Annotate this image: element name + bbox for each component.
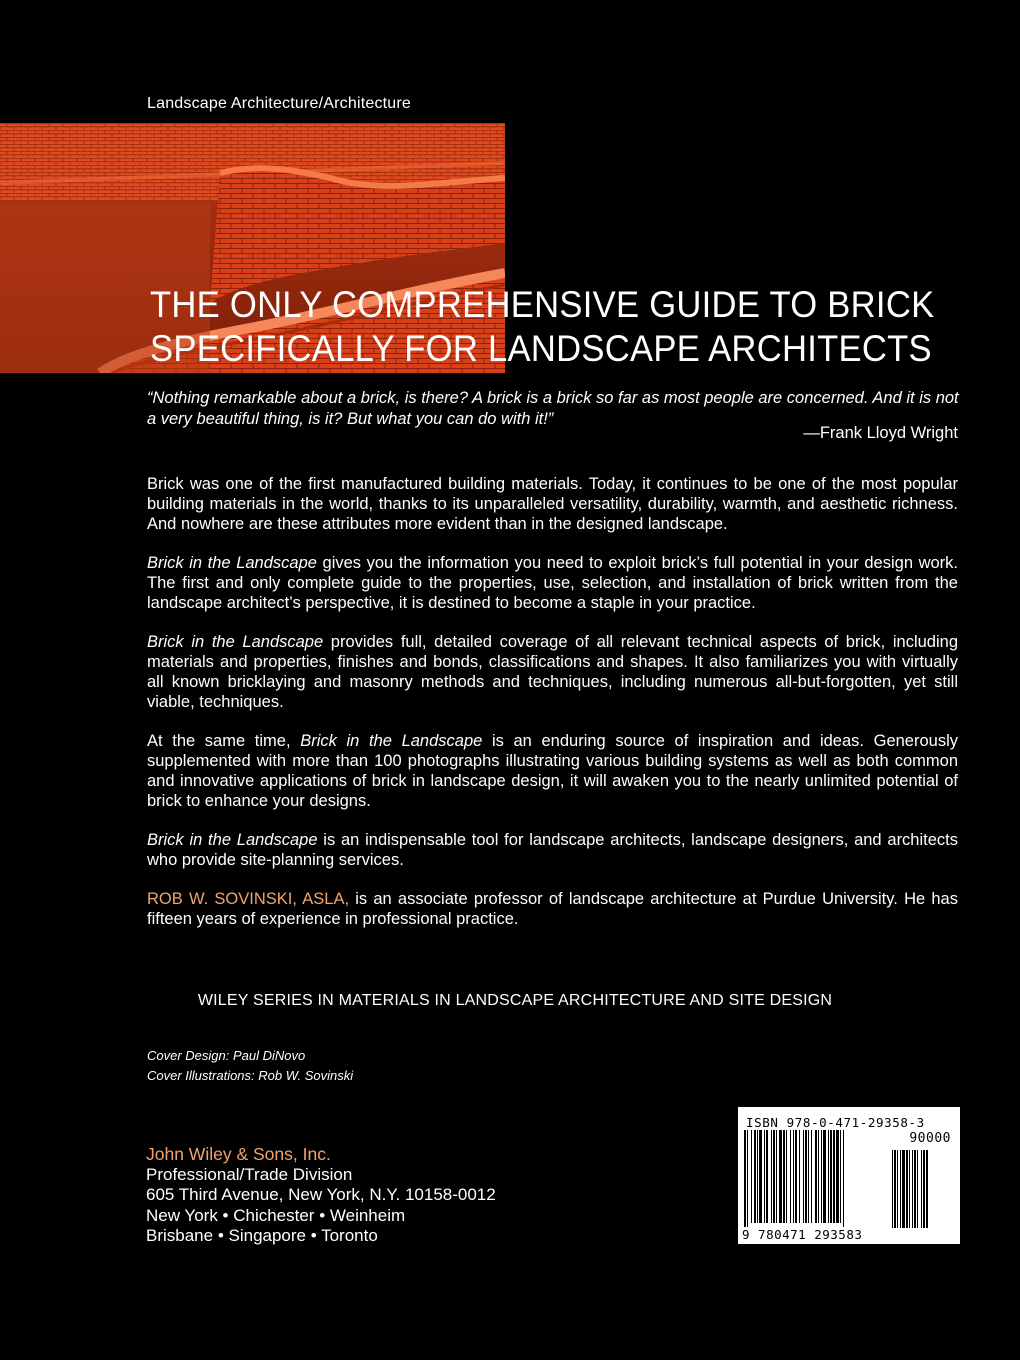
addon-bar bbox=[894, 1150, 896, 1228]
quote-attribution: —Frank Lloyd Wright bbox=[803, 424, 958, 442]
barcode-bar bbox=[754, 1130, 756, 1223]
addon-bar bbox=[892, 1150, 893, 1228]
barcode-bar bbox=[751, 1130, 752, 1223]
book-title-emphasis: Brick in the Landscape bbox=[147, 633, 324, 651]
barcode-bar bbox=[821, 1130, 822, 1223]
paragraph-text: is an indispensable tool for landscape architects, landscape designers, and architects who provide site-planning services. bbox=[147, 831, 958, 869]
addon-bar bbox=[914, 1150, 916, 1228]
paragraph-text: is an enduring source of inspiration and ideas. Generously supplemented with more than 100 photographs illustrating various building systems as well as both common and innovative applications of brick in landscape design, it will awaken you to the nearly unlimited potential of brick to enhance your designs. bbox=[147, 732, 958, 810]
addon-bar bbox=[900, 1150, 901, 1228]
barcode-bar bbox=[830, 1130, 832, 1223]
publisher-address: 605 Third Avenue, New York, N.Y. 10158-0012 bbox=[146, 1185, 496, 1204]
author-bio bbox=[147, 889, 958, 929]
epigraph-quote: “Nothing remarkable about a brick, is there? A brick is a brick so far as most people are concerned. And it is not a very beautiful thing, is it? But what you can do with it!” bbox=[147, 389, 959, 428]
paragraph-coverage bbox=[147, 632, 958, 712]
barcode-bar bbox=[793, 1130, 794, 1223]
cover-illustration-credit: Cover Illustrations: Rob W. Sovinski bbox=[147, 1068, 354, 1083]
barcode-bar bbox=[805, 1130, 807, 1223]
barcode-bar bbox=[766, 1130, 768, 1223]
barcode-bar bbox=[771, 1130, 772, 1223]
addon-bar bbox=[897, 1150, 898, 1228]
barcode-bar bbox=[779, 1130, 782, 1223]
barcode-bar bbox=[823, 1130, 826, 1223]
addon-bar bbox=[923, 1150, 925, 1228]
addon-bar bbox=[902, 1150, 905, 1228]
author-name: ROB W. SOVINSKI, ASLA, bbox=[147, 890, 350, 908]
barcode-bar bbox=[776, 1130, 777, 1223]
barcode-bar bbox=[818, 1130, 819, 1223]
ean-digits: 9 780471 293583 bbox=[742, 1227, 863, 1242]
category-label: Landscape Architecture/Architecture bbox=[147, 95, 412, 112]
addon-bar bbox=[926, 1150, 928, 1228]
barcode-bar bbox=[808, 1130, 809, 1223]
price-code: 90000 bbox=[909, 1131, 951, 1146]
paragraph-inspiration bbox=[147, 731, 958, 811]
barcode-bar bbox=[744, 1130, 746, 1228]
book-title-emphasis: Brick in the Landscape bbox=[147, 831, 318, 849]
addon-bar bbox=[921, 1150, 922, 1228]
book-title-emphasis: Brick in the Landscape bbox=[300, 732, 483, 750]
book-title-emphasis: Brick in the Landscape bbox=[147, 554, 317, 572]
barcode-bar bbox=[803, 1130, 804, 1223]
barcode-bar bbox=[795, 1130, 797, 1223]
headline-line-1: THE ONLY COMPREHENSIVE GUIDE TO BRICK bbox=[150, 284, 935, 325]
barcode-bar bbox=[773, 1130, 775, 1223]
series-title: WILEY SERIES IN MATERIALS IN LANDSCAPE ARCHITECTURE AND SITE DESIGN bbox=[197, 992, 833, 1009]
publisher-cities-1: New York • Chichester • Weinheim bbox=[146, 1205, 406, 1225]
barcode-bar bbox=[833, 1130, 835, 1223]
publisher-cities-2: Brisbane • Singapore • Toronto bbox=[146, 1226, 378, 1245]
publisher-block bbox=[146, 1144, 496, 1247]
barcode-bar bbox=[836, 1130, 839, 1223]
barcode-bar bbox=[811, 1130, 812, 1223]
barcode-bar bbox=[790, 1130, 791, 1223]
publisher-division: Professional/Trade Division bbox=[146, 1164, 353, 1184]
addon-bar bbox=[912, 1150, 913, 1228]
description-body bbox=[147, 474, 958, 948]
cover-design-credit: Cover Design: Paul DiNovo bbox=[147, 1048, 306, 1063]
barcode-bar bbox=[843, 1130, 844, 1228]
headline-line-2: SPECIFICALLY FOR LANDSCAPE ARCHITECTS bbox=[150, 328, 932, 369]
addon-bar bbox=[917, 1150, 918, 1228]
paragraph-text: At the same time, bbox=[147, 732, 301, 750]
barcode-bar bbox=[764, 1130, 765, 1223]
addon-bar bbox=[906, 1150, 908, 1228]
barcode-bar bbox=[815, 1130, 817, 1223]
paragraph-guide bbox=[147, 553, 958, 613]
barcode-bar bbox=[783, 1130, 785, 1223]
addon-bar bbox=[909, 1150, 910, 1228]
publisher-name: John Wiley & Sons, Inc. bbox=[146, 1144, 331, 1164]
isbn-barcode bbox=[738, 1107, 960, 1244]
isbn-number: ISBN 978-0-471-29358-3 bbox=[746, 1115, 925, 1130]
paragraph-audience bbox=[147, 830, 958, 870]
barcode-bar bbox=[759, 1130, 762, 1223]
paragraph-text: provides full, detailed coverage of all relevant technical aspects of brick, including materials and properties, finishes and bonds, classifications and shapes. It also familiarizes you with virtually all known bricklaying and masonry methods and techniques, including numerous all-but-forgotten, yet still viable, techniques. bbox=[147, 633, 959, 711]
barcode-bar bbox=[828, 1130, 829, 1223]
headline bbox=[150, 283, 935, 371]
barcode-bar bbox=[757, 1130, 758, 1223]
barcode-bar bbox=[786, 1130, 787, 1223]
author-bio-text: is an associate professor of landscape architecture at Purdue University. He has fifteen years of experience in professional practice. bbox=[147, 890, 958, 928]
paragraph-text: gives you the information you need to exploit brick’s full potential in your design work. The first and only complete guide to the properties, use, selection, and installation of brick written from the landscape architect’s perspective, it is destined to become a staple in your practice. bbox=[147, 554, 959, 612]
barcode-bar bbox=[747, 1130, 748, 1228]
barcode-bar bbox=[799, 1130, 800, 1223]
cover-credits bbox=[147, 1046, 353, 1086]
paragraph-intro: Brick was one of the first manufactured building materials. Today, it continues to be one of the most popular building materials in the world, thanks to its unparalleled versatility, durability, warmth, and aesthetic richness. And nowhere are these attributes more evident than in the designed landscape. bbox=[147, 475, 958, 533]
barcode-bar bbox=[840, 1130, 841, 1223]
